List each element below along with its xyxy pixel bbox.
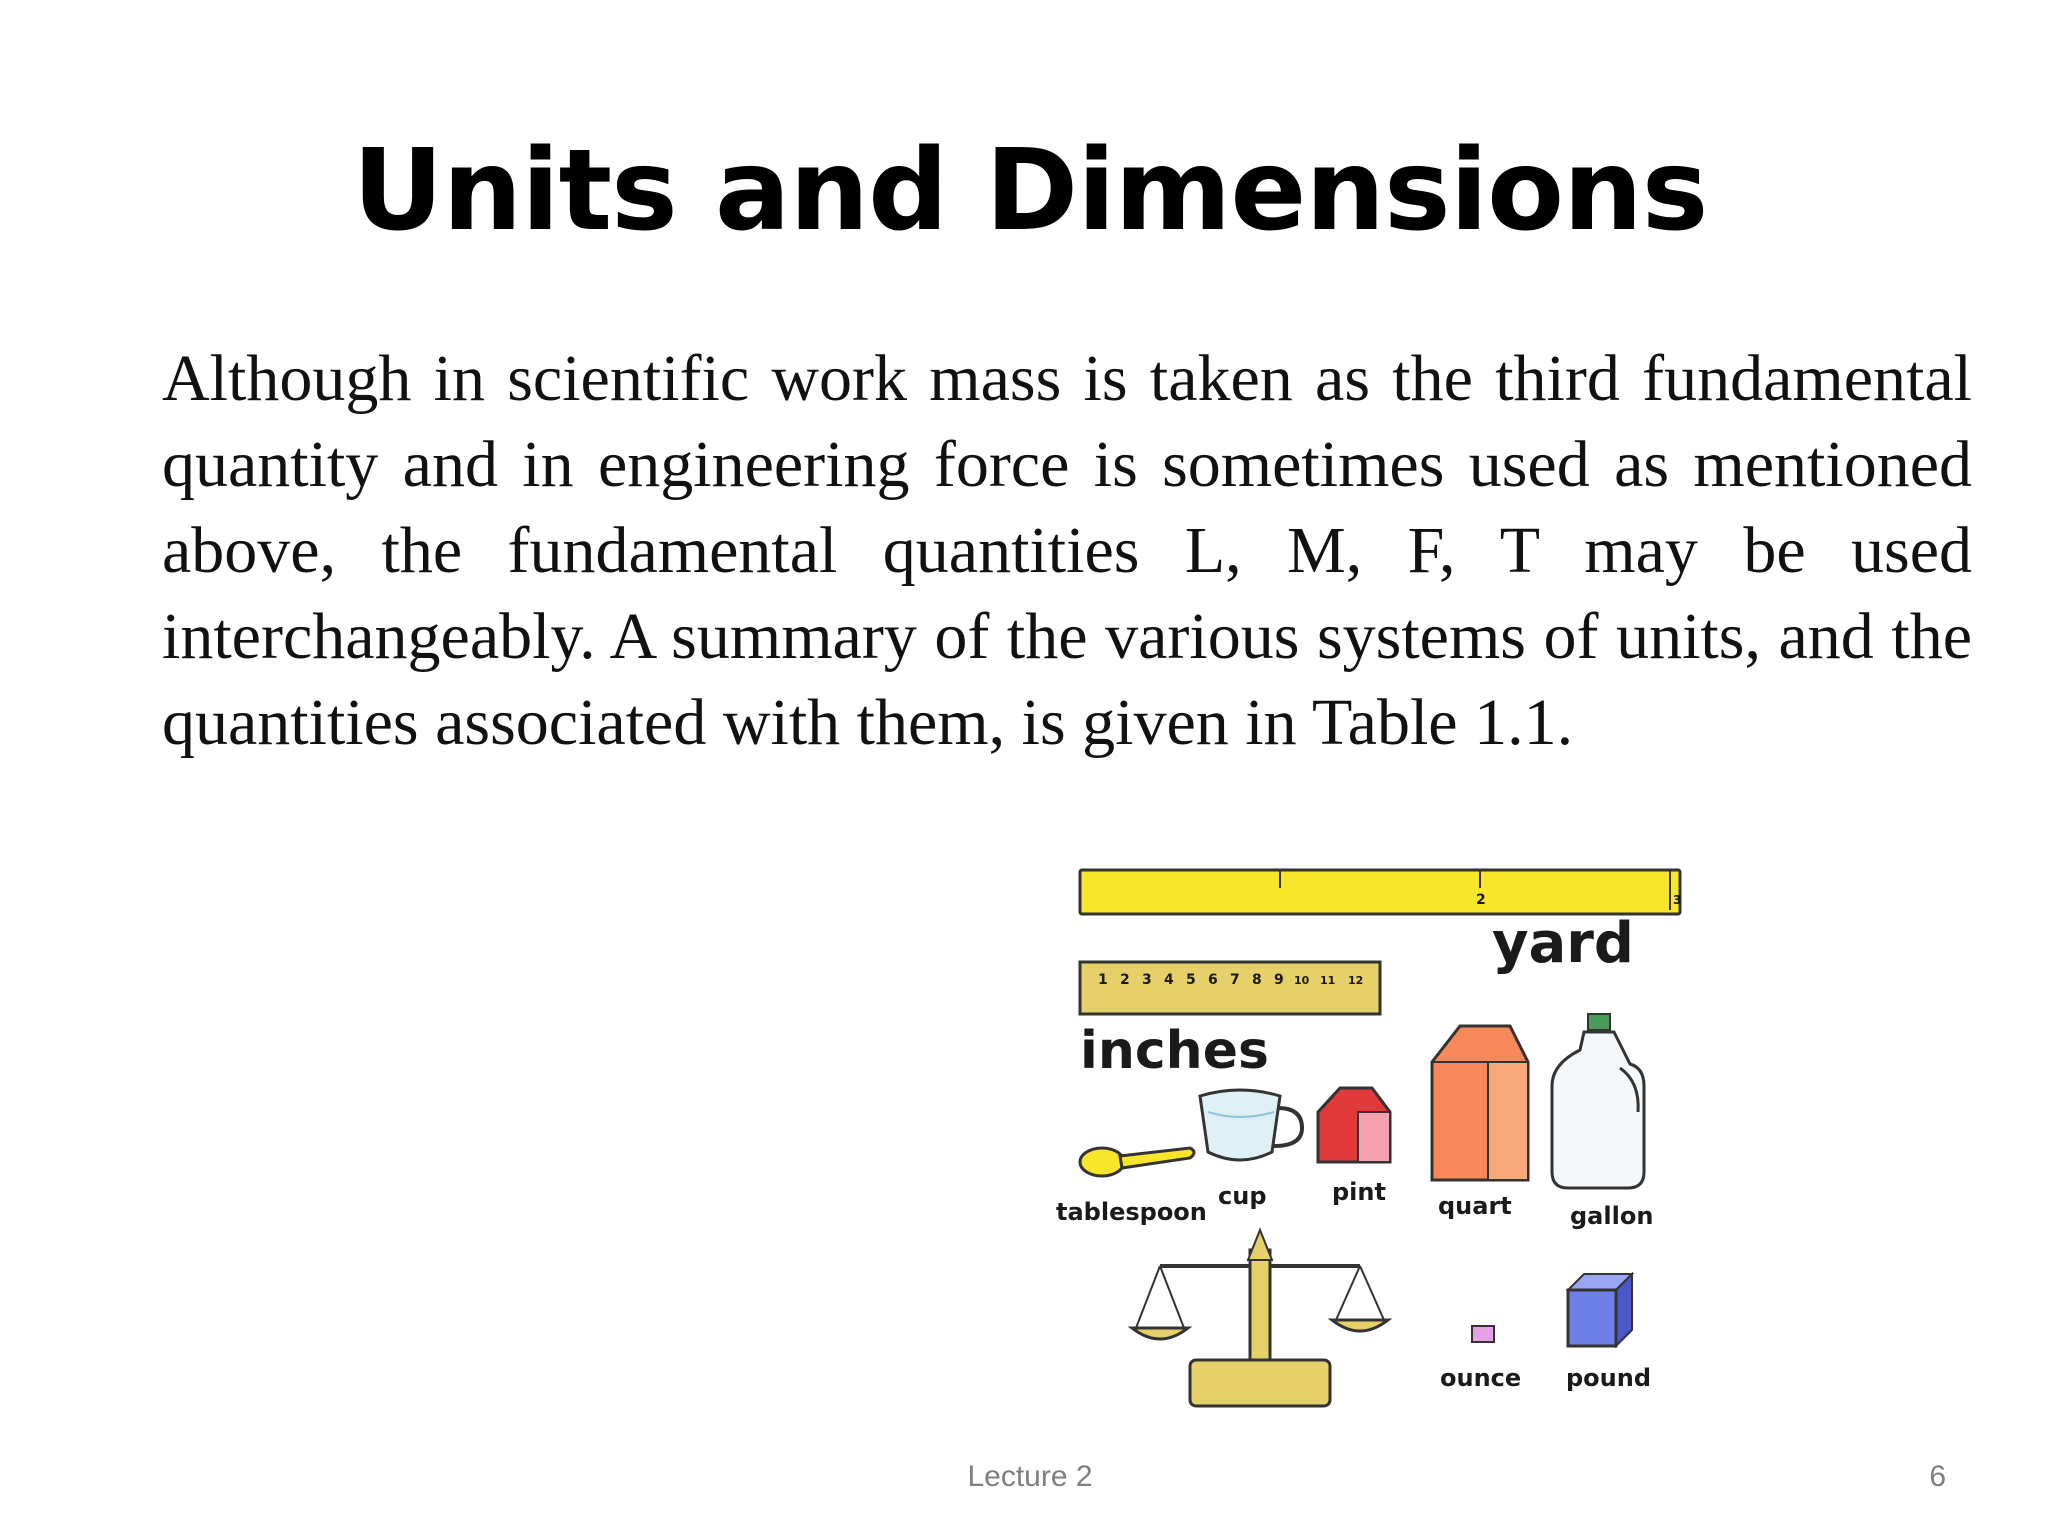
ruler-number: 2 [1120, 972, 1130, 988]
ounce-cube-icon [1472, 1326, 1494, 1342]
pint-carton-icon [1318, 1088, 1390, 1162]
ruler-number: 1 [1098, 972, 1108, 988]
yard-label: yard [1492, 911, 1634, 976]
ruler-number: 4 [1164, 972, 1174, 988]
ruler-number: 7 [1230, 972, 1240, 988]
inch-ruler [1080, 962, 1380, 1014]
slide-title: Units and Dimensions [352, 126, 1708, 256]
yardstick [1080, 870, 1681, 914]
ruler-number: 8 [1252, 972, 1262, 988]
quart-carton-icon [1432, 1026, 1528, 1180]
ruler-number: 12 [1348, 974, 1364, 987]
ruler-number: 11 [1320, 974, 1336, 987]
footer-lecture-label: Lecture 2 [967, 1460, 1093, 1493]
yardstick-number: 2 [1476, 892, 1486, 908]
yardstick-number: 3 [1673, 893, 1682, 907]
cup-label: cup [1218, 1182, 1267, 1210]
ruler-number: 5 [1186, 972, 1196, 988]
inches-label: inches [1080, 1021, 1269, 1081]
ruler-number: 10 [1294, 974, 1310, 987]
tablespoon-icon [1080, 1148, 1194, 1176]
pint-label: pint [1332, 1178, 1386, 1206]
units-illustration [1040, 850, 1700, 1420]
ruler-number: 6 [1208, 972, 1218, 988]
ruler-number: 9 [1274, 972, 1284, 988]
ruler-number: 3 [1142, 972, 1152, 988]
balance-scale-icon [1132, 1230, 1388, 1406]
tablespoon-label: tablespoon [1056, 1198, 1207, 1226]
slide-body-text: Although in scientific work mass is taken as the third fundamental quantity and in engineering force is sometimes used as mentioned above, the fundamental quantities L, M, F, T may be used interchangeably. A summary of the various systems of units, and the quantities associated with them, is given in Table 1.1. [162, 342, 1972, 759]
ounce-label: ounce [1440, 1364, 1522, 1392]
gallon-jug-icon [1552, 1014, 1644, 1188]
slide-number: 6 [1929, 1460, 1946, 1493]
quart-label: quart [1438, 1192, 1512, 1220]
pound-label: pound [1566, 1364, 1652, 1392]
measuring-cup-icon [1200, 1090, 1302, 1160]
gallon-label: gallon [1570, 1202, 1654, 1230]
pound-cube-icon [1568, 1274, 1632, 1346]
